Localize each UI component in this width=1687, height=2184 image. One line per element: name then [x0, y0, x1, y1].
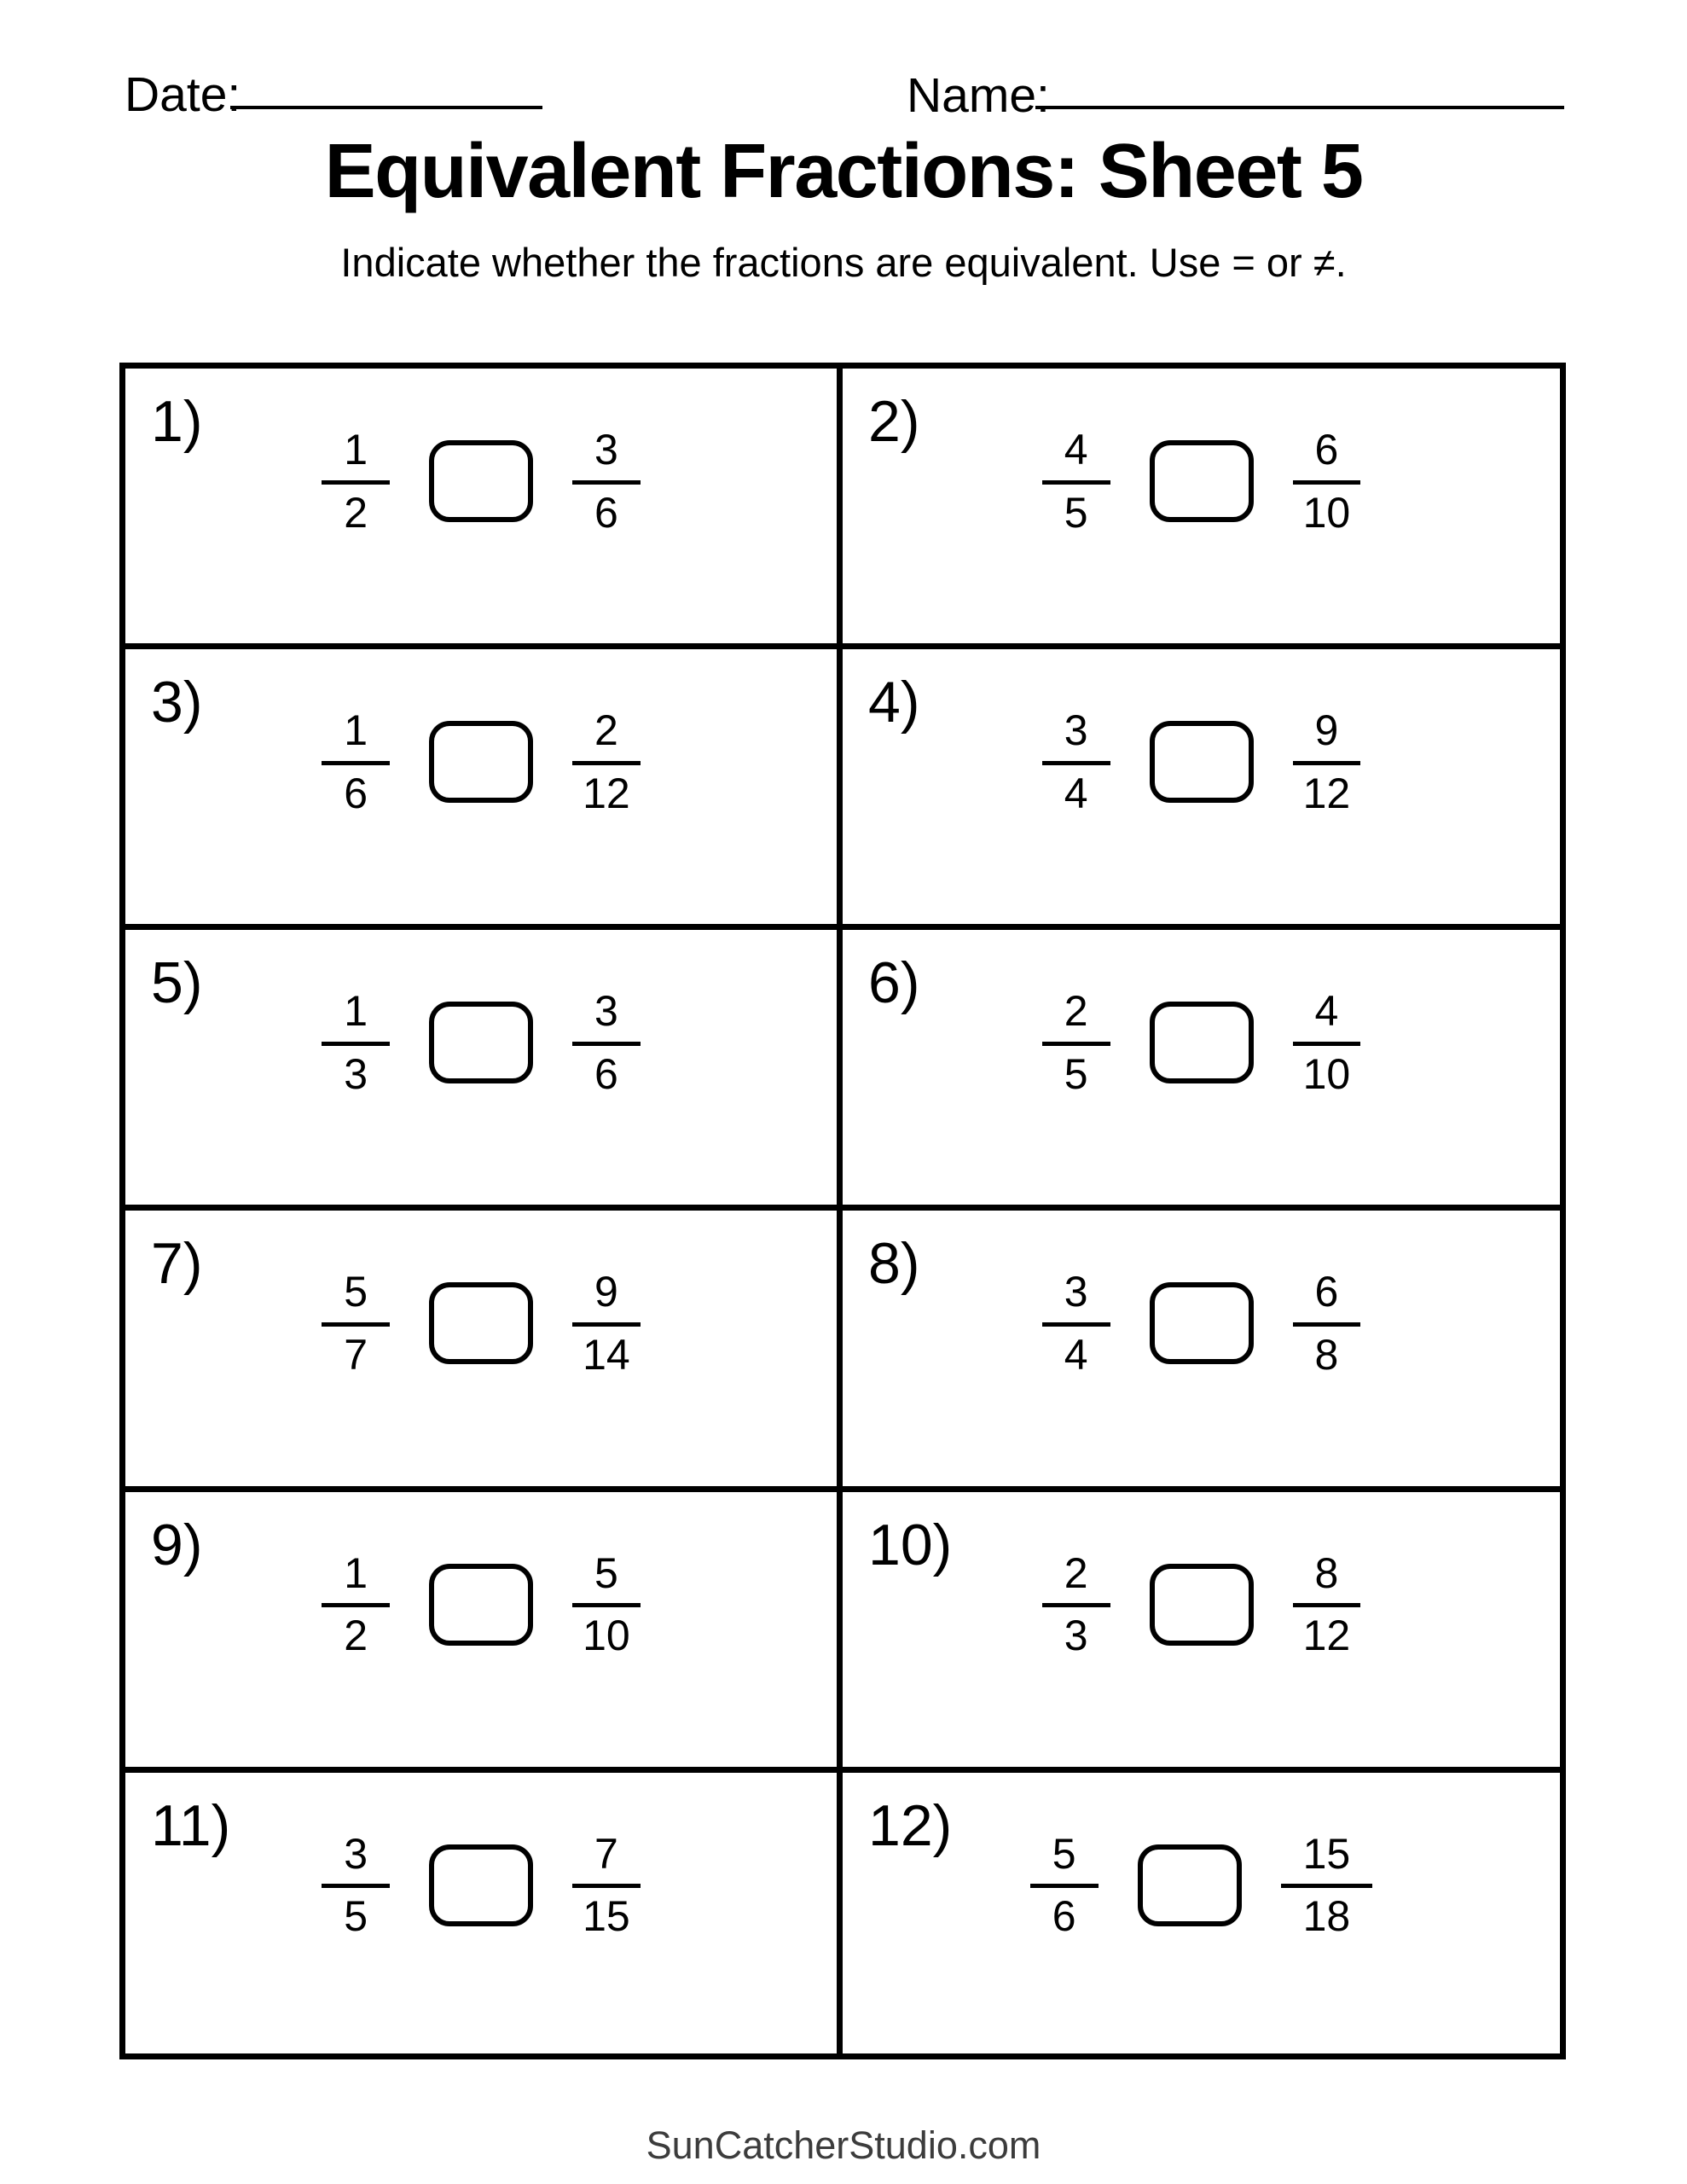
fraction-left	[322, 1269, 390, 1377]
fraction-numerator: 5	[322, 1269, 390, 1327]
fraction-left	[322, 1829, 390, 1941]
fraction-denominator: 10	[583, 1612, 630, 1660]
answer-box[interactable]	[1150, 1564, 1254, 1646]
problem-number: 5)	[151, 950, 203, 1016]
problem-content	[843, 1531, 1560, 1678]
fraction-denominator: 4	[1064, 1330, 1088, 1379]
fraction-denominator: 10	[1302, 1049, 1351, 1098]
problem-cell-9	[125, 1492, 843, 1773]
name-underline[interactable]	[1035, 106, 1564, 109]
problem-content	[843, 1812, 1560, 1959]
fraction-left	[1042, 427, 1110, 535]
fraction-denominator: 6	[1052, 1892, 1076, 1941]
fraction-denominator: 6	[594, 488, 618, 537]
fraction-denominator: 3	[1064, 1612, 1088, 1660]
fraction-numerator: 4	[1042, 427, 1110, 485]
footer-credit: SunCatcherStudio.com	[646, 2123, 1041, 2167]
problem-cell-10	[843, 1492, 1560, 1773]
problem-cell-12	[843, 1773, 1560, 2053]
fraction-numerator: 3	[572, 427, 641, 485]
problem-cell-7	[125, 1211, 843, 1491]
fraction-right	[572, 708, 641, 816]
problem-cell-3	[125, 649, 843, 930]
date-underline[interactable]	[230, 106, 542, 109]
name-label: Name:	[907, 68, 1050, 123]
fraction-denominator: 2	[344, 1612, 368, 1660]
fraction-numerator: 4	[1293, 989, 1361, 1046]
problem-number: 8)	[868, 1231, 920, 1297]
answer-box[interactable]	[429, 1844, 533, 1926]
date-label: Date:	[125, 67, 241, 122]
fraction-right	[572, 1548, 641, 1660]
fraction-right	[572, 1269, 641, 1377]
fraction-left	[322, 427, 390, 535]
problem-cell-1	[125, 369, 843, 649]
fraction-numerator: 1	[322, 708, 390, 765]
problem-number: 11)	[151, 1792, 231, 1858]
fraction-denominator: 14	[583, 1330, 630, 1379]
problems-table	[119, 363, 1566, 2059]
fraction-numerator: 5	[1030, 1832, 1099, 1889]
answer-box[interactable]	[429, 440, 533, 522]
problem-content	[843, 969, 1560, 1116]
fraction-numerator: 3	[322, 1832, 390, 1889]
problem-cell-2	[843, 369, 1560, 649]
fraction-denominator: 6	[344, 769, 368, 817]
fraction-left	[322, 1548, 390, 1660]
answer-box[interactable]	[1150, 440, 1254, 522]
fraction-numerator: 7	[572, 1832, 641, 1889]
problem-cell-8	[843, 1211, 1560, 1491]
fraction-denominator: 5	[344, 1892, 368, 1941]
fraction-numerator: 15	[1281, 1832, 1373, 1889]
fraction-right	[572, 989, 641, 1096]
problem-content	[125, 408, 837, 555]
fraction-numerator: 3	[1042, 708, 1110, 765]
fraction-numerator: 1	[322, 427, 390, 485]
problem-cell-6	[843, 930, 1560, 1211]
fraction-numerator: 2	[1042, 989, 1110, 1046]
problem-content	[125, 688, 837, 835]
fraction-denominator: 3	[344, 1049, 368, 1098]
problem-cell-4	[843, 649, 1560, 930]
problem-number: 4)	[868, 670, 920, 735]
fraction-right	[572, 1829, 641, 1941]
fraction-right	[1293, 1548, 1361, 1660]
fraction-denominator: 12	[1302, 769, 1351, 817]
problem-cell-5	[125, 930, 843, 1211]
fraction-left	[1042, 1548, 1110, 1660]
problem-content	[843, 1250, 1560, 1397]
fraction-numerator: 1	[322, 1551, 390, 1608]
problem-number: 2)	[868, 389, 920, 454]
problem-number: 3)	[151, 670, 203, 735]
fraction-denominator: 15	[583, 1892, 630, 1941]
fraction-numerator: 5	[572, 1551, 641, 1608]
fraction-numerator: 3	[572, 989, 641, 1046]
answer-box[interactable]	[429, 721, 533, 803]
fraction-denominator: 5	[1064, 488, 1088, 537]
fraction-denominator: 18	[1302, 1892, 1351, 1941]
answer-box[interactable]	[429, 1564, 533, 1646]
answer-box[interactable]	[1150, 721, 1254, 803]
problem-number: 7)	[151, 1231, 203, 1297]
fraction-denominator: 8	[1314, 1330, 1339, 1379]
fraction-denominator: 12	[1302, 1612, 1351, 1660]
fraction-numerator: 9	[572, 1269, 641, 1327]
problem-content	[843, 688, 1560, 835]
fraction-denominator: 4	[1064, 769, 1088, 817]
fraction-denominator: 7	[344, 1330, 368, 1379]
fraction-numerator: 6	[1293, 427, 1361, 485]
answer-box[interactable]	[1150, 1002, 1254, 1083]
problem-number: 9)	[151, 1512, 203, 1577]
page-title: Equivalent Fractions: Sheet 5	[324, 129, 1363, 214]
fraction-left	[322, 989, 390, 1096]
fraction-denominator: 12	[583, 769, 630, 817]
problem-number: 1)	[151, 389, 203, 454]
fraction-left	[1042, 989, 1110, 1096]
fraction-right	[572, 427, 641, 535]
answer-box[interactable]	[1138, 1844, 1242, 1926]
fraction-numerator: 6	[1293, 1269, 1361, 1327]
fraction-numerator: 8	[1293, 1551, 1361, 1608]
fraction-numerator: 1	[322, 989, 390, 1046]
problem-number: 6)	[868, 950, 920, 1016]
answer-box[interactable]	[429, 1282, 533, 1364]
fraction-numerator: 2	[1042, 1551, 1110, 1608]
fraction-numerator: 3	[1042, 1269, 1110, 1327]
fraction-denominator: 6	[594, 1049, 618, 1098]
fraction-denominator: 5	[1064, 1049, 1088, 1098]
fraction-left	[1042, 1269, 1110, 1377]
problem-content	[843, 408, 1560, 555]
fraction-right	[1293, 427, 1361, 535]
problem-cell-11	[125, 1773, 843, 2053]
problem-number: 10)	[868, 1512, 953, 1577]
problem-content	[125, 1250, 837, 1397]
fraction-left	[1042, 708, 1110, 816]
fraction-denominator: 10	[1302, 488, 1351, 537]
fraction-numerator: 9	[1293, 708, 1361, 765]
answer-box[interactable]	[429, 1002, 533, 1083]
problem-content	[125, 1812, 837, 1959]
fraction-right	[1293, 708, 1361, 816]
instruction-text: Indicate whether the fractions are equivalent. Use = or ≠.	[340, 240, 1347, 285]
answer-box[interactable]	[1150, 1282, 1254, 1364]
problem-content	[125, 969, 837, 1116]
fraction-left	[1030, 1829, 1099, 1941]
problem-number: 12)	[868, 1792, 953, 1858]
fraction-left	[322, 708, 390, 816]
problem-content	[125, 1531, 837, 1678]
fraction-right	[1293, 989, 1361, 1096]
fraction-right	[1281, 1829, 1373, 1941]
fraction-right	[1293, 1269, 1361, 1377]
fraction-numerator: 2	[572, 708, 641, 765]
fraction-denominator: 2	[344, 488, 368, 537]
